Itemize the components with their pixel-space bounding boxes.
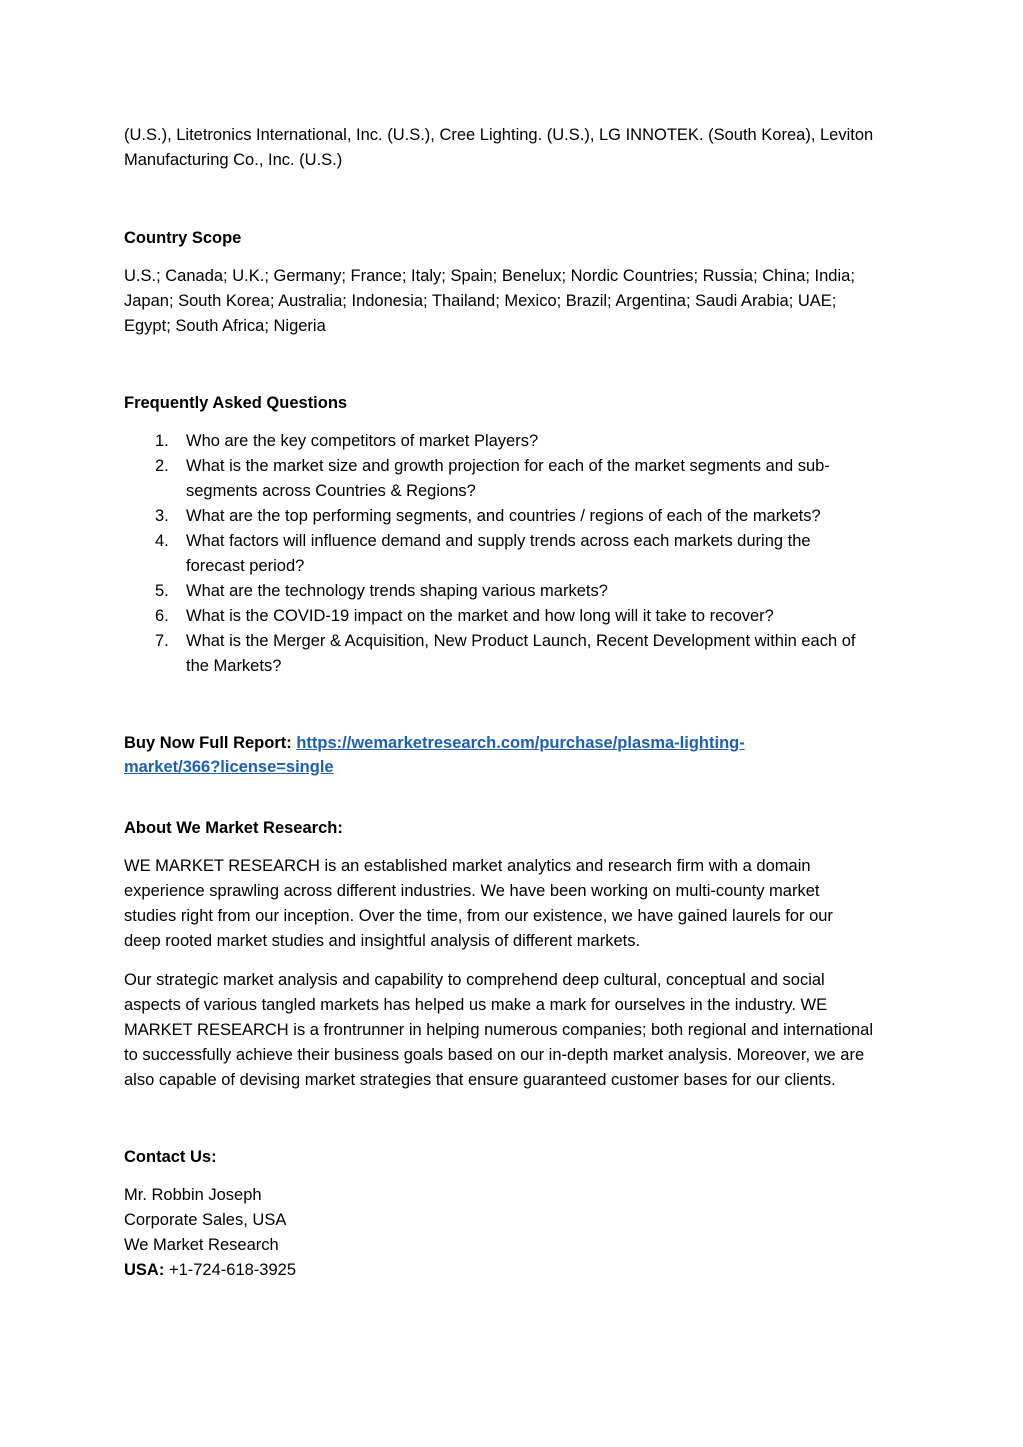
faq-number: 2. bbox=[155, 457, 169, 475]
intro-paragraph bbox=[124, 123, 904, 173]
about-line: studies right from our inception. Over the time, from our existence, we have gained laurels for our bbox=[124, 907, 833, 925]
about-line: deep rooted market studies and insightful analysis of different markets. bbox=[124, 932, 641, 950]
faq-number: 1. bbox=[155, 432, 169, 450]
report-link[interactable]: https://wemarketresearch.com/purchase/plasma-lighting- bbox=[296, 734, 745, 752]
faq-item bbox=[124, 504, 904, 529]
about-line: also capable of devising market strategies that ensure guaranteed customer bases for our clients. bbox=[124, 1071, 836, 1089]
contact-phone[interactable]: +1-724-618-3925 bbox=[168, 1261, 296, 1279]
faq-list bbox=[124, 429, 904, 679]
contact-phone-label: USA: bbox=[124, 1261, 165, 1279]
faq-question-line: What is the Merger & Acquisition, New Product Launch, Recent Development within each of bbox=[186, 632, 856, 650]
country-scope-line: U.S.; Canada; U.K.; Germany; France; Italy; Spain; Benelux; Nordic Countries; Russia; China; India; bbox=[124, 267, 855, 285]
contact-company: We Market Research bbox=[124, 1236, 279, 1254]
faq-item bbox=[124, 454, 904, 504]
faq-item bbox=[124, 604, 904, 629]
country-scope-line: Egypt; South Africa; Nigeria bbox=[124, 317, 326, 335]
about-line: Our strategic market analysis and capability to comprehend deep cultural, conceptual and social bbox=[124, 971, 825, 989]
country-scope-list bbox=[124, 264, 904, 339]
buy-now-section bbox=[124, 731, 904, 779]
faq-number: 4. bbox=[155, 532, 169, 550]
about-paragraph-2 bbox=[124, 968, 904, 1093]
intro-line: Manufacturing Co., Inc. (U.S.) bbox=[124, 151, 343, 169]
faq-question-line: What are the technology trends shaping various markets? bbox=[186, 582, 608, 600]
faq-question-line: forecast period? bbox=[186, 557, 305, 575]
contact-details bbox=[124, 1183, 904, 1283]
about-line: MARKET RESEARCH is a frontrunner in helping numerous companies; both regional and international bbox=[124, 1021, 874, 1039]
about-line: experience sprawling across different industries. We have been working on multi-county market bbox=[124, 882, 820, 900]
report-link-continued[interactable]: market/366?license=single bbox=[124, 758, 334, 776]
contact-heading: Contact Us: bbox=[124, 1148, 217, 1166]
faq-item bbox=[124, 629, 904, 679]
faq-question-line: Who are the key competitors of market Players? bbox=[186, 432, 539, 450]
intro-line: (U.S.), Litetronics International, Inc. (U.S.), Cree Lighting. (U.S.), LG INNOTEK. (South Korea), Leviton bbox=[124, 126, 874, 144]
faq-number: 7. bbox=[155, 632, 169, 650]
about-paragraph-1 bbox=[124, 854, 904, 954]
faq-question-line: the Markets? bbox=[186, 657, 282, 675]
faq-heading: Frequently Asked Questions bbox=[124, 394, 348, 412]
contact-phone-line bbox=[124, 1258, 904, 1283]
faq-question-line: segments across Countries & Regions? bbox=[186, 482, 476, 500]
faq-number: 6. bbox=[155, 607, 169, 625]
faq-item bbox=[124, 429, 904, 454]
faq-question-line: What are the top performing segments, and countries / regions of each of the markets? bbox=[186, 507, 821, 525]
contact-title: Corporate Sales, USA bbox=[124, 1211, 287, 1229]
faq-number: 5. bbox=[155, 582, 169, 600]
faq-item bbox=[124, 579, 904, 604]
faq-question-line: What is the COVID-19 impact on the market and how long will it take to recover? bbox=[186, 607, 774, 625]
about-line: WE MARKET RESEARCH is an established market analytics and research firm with a domain bbox=[124, 857, 811, 875]
contact-name: Mr. Robbin Joseph bbox=[124, 1186, 262, 1204]
country-scope-line: Japan; South Korea; Australia; Indonesia; Thailand; Mexico; Brazil; Argentina; Saudi Arabia; UAE; bbox=[124, 292, 837, 310]
buy-now-label: Buy Now Full Report: bbox=[124, 734, 292, 752]
faq-number: 3. bbox=[155, 507, 169, 525]
country-scope-heading: Country Scope bbox=[124, 229, 242, 247]
faq-item bbox=[124, 529, 904, 579]
about-line: to successfully achieve their business goals based on our in-depth market analysis. Moreover, we are bbox=[124, 1046, 865, 1064]
faq-question-line: What factors will influence demand and supply trends across each markets during the bbox=[186, 532, 811, 550]
faq-question-line: What is the market size and growth projection for each of the market segments and sub- bbox=[186, 457, 830, 475]
about-line: aspects of various tangled markets has helped us make a mark for ourselves in the industry. WE bbox=[124, 996, 828, 1014]
about-heading: About We Market Research: bbox=[124, 819, 343, 837]
